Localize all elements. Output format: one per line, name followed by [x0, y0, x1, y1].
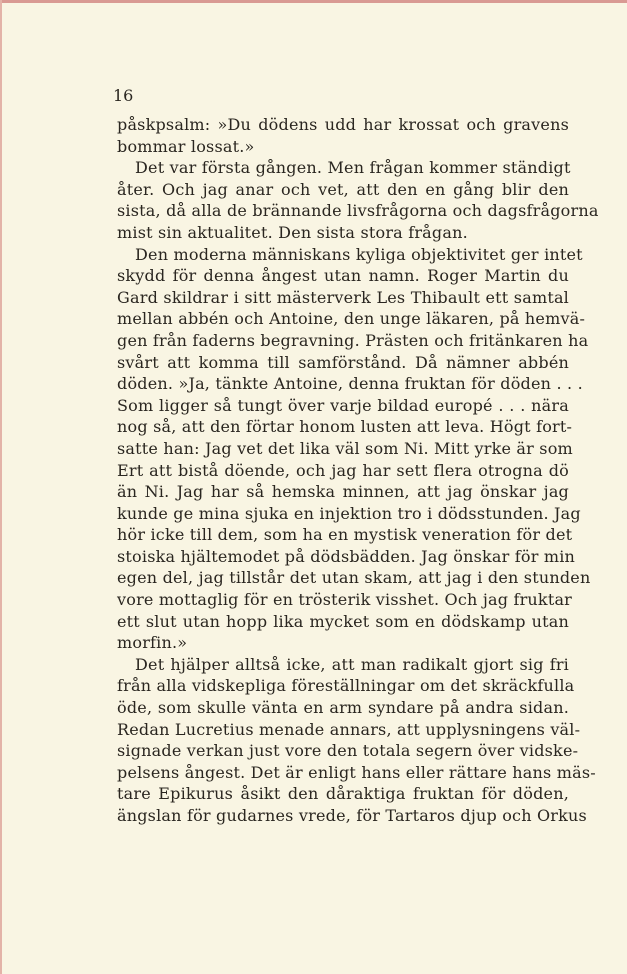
text-line: från alla vidskepliga föreställningar om det skräckfulla [117, 676, 575, 696]
text-line: åter. Och jag anar och vet, att den en gång blir den [117, 179, 569, 199]
text-line: pelsens ångest. Det är enligt hans eller rättare hans mäs- [117, 762, 596, 782]
text-line: kunde ge mina sjuka en injektion tro i dödsstunden. Jag [117, 503, 581, 523]
text-line: Som ligger så tungt över varje bildad europé . . . nära [117, 395, 569, 415]
text-line: Gard skildrar i sitt mästerverk Les Thibault ett samtal [117, 287, 569, 307]
page-number: 16 [113, 86, 134, 105]
page-edge-left [0, 0, 2, 974]
text-line: Redan Lucretius menade annars, att upplysningens väl- [117, 719, 581, 739]
text-line: än Ni. Jag har så hemska minnen, att jag önskar jag [117, 482, 569, 502]
text-line: skydd för denna ångest utan namn. Roger Martin du [117, 266, 569, 286]
text-line: svårt att komma till samförstånd. Då nämner abbén [117, 352, 569, 372]
text-line: signade verkan just vore den totala segern över vidske- [117, 741, 579, 761]
text-line: bommar lossat.» [117, 136, 255, 156]
text-line: sista, då alla de brännande livsfrågorna och dagsfrågorna [117, 201, 599, 221]
text-line: Det var första gången. Men frågan kommer ständigt [135, 158, 571, 178]
text-line: egen del, jag tillstår det utan skam, att jag i den stunden [117, 568, 591, 588]
text-line: nog så, att den förtar honom lusten att leva. Högt fort- [117, 417, 573, 437]
text-line: Det hjälper alltså icke, att man radikalt gjort sig fri [135, 654, 569, 674]
text-line: satte han: Jag vet det lika väl som Ni. Mitt yrke är som [117, 438, 573, 458]
text-line: öde, som skulle vänta en arm syndare på andra sidan. [117, 698, 569, 718]
text-line: döden. »Ja, tänkte Antoine, denna fruktan för döden . . . [117, 374, 583, 394]
text-line: påskpsalm: »Du dödens udd har krossat och gravens [117, 115, 569, 134]
text-line: ett slut utan hopp lika mycket som en dödskamp utan [117, 611, 569, 631]
page-edge-top [0, 0, 627, 3]
text-line: hör icke till dem, som ha en mystisk veneration för det [117, 525, 573, 545]
text-line: vore mottaglig för en trösterik visshet. Och jag fruktar [117, 590, 573, 610]
text-line: morfin.» [117, 633, 188, 653]
text-line: stoiska hjältemodet på dödsbädden. Jag önskar för min [117, 546, 576, 566]
text-line: Ert att bistå döende, och jag har sett flera otrogna dö [117, 460, 569, 480]
text-line: ängslan för gudarnes vrede, för Tartaros djup och Orkus [117, 806, 587, 825]
text-line: gen från faderns begravning. Prästen och fritänkaren ha [117, 330, 589, 350]
text-line: tare Epikurus åsikt den dåraktiga fruktan för döden, [117, 784, 569, 804]
text-line: Den moderna människans kyliga objektivitet ger intet [135, 244, 583, 264]
text-line: mellan abbén och Antoine, den unge läkaren, på hemvä- [117, 309, 586, 329]
body-text [117, 114, 599, 827]
text-line: mist sin aktualitet. Den sista stora frågan. [117, 222, 468, 242]
